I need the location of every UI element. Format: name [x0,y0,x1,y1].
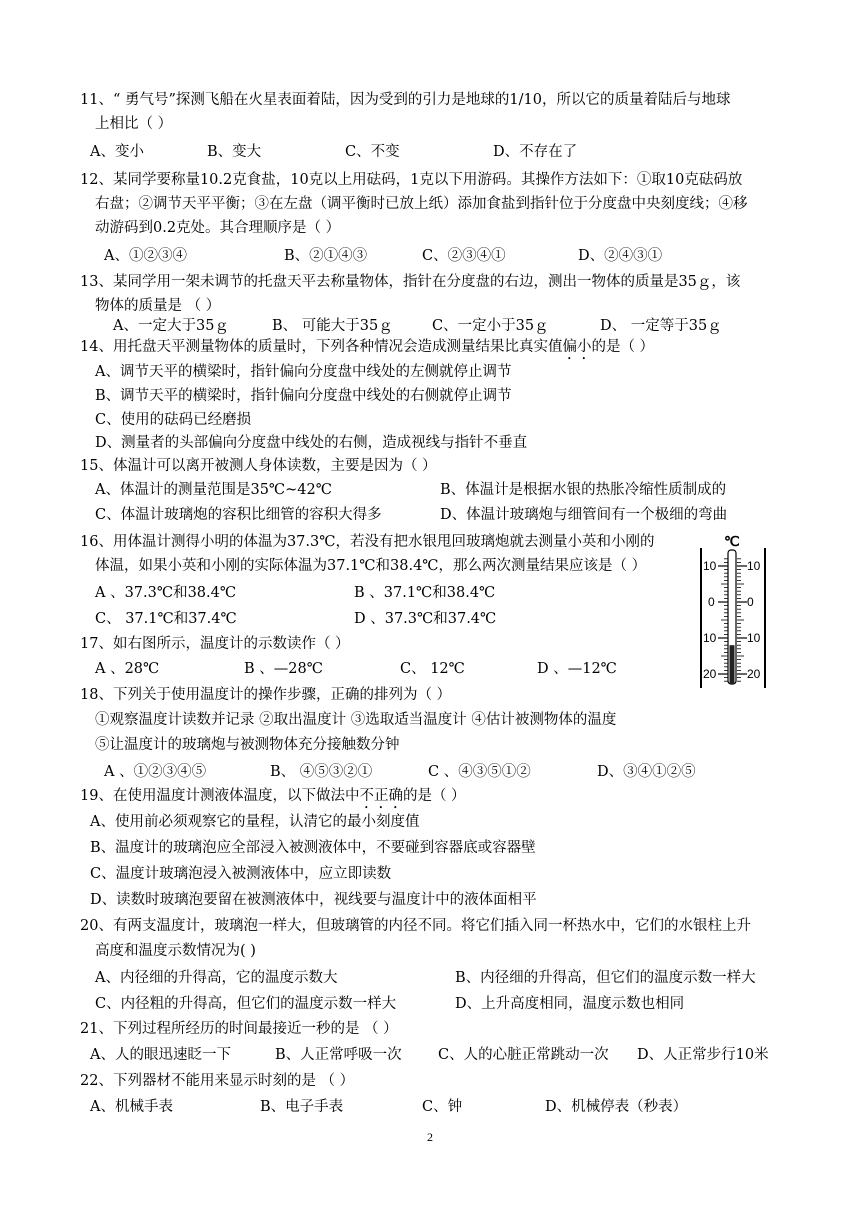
q20-option-a: A、内径细的升得高，它的温度示数大 [95,970,338,986]
q17-option-d: D 、—12℃ [537,661,617,677]
q16-line2: 体温，如果小英和小刚的实际体温为37.1℃和38.4℃，那么两次测量结果应该是（ ） [95,558,647,574]
q12-option-b: B、②①④③ [284,248,368,264]
q16-option-c: C、 37.1℃和37.4℃ [95,611,237,627]
page-number: 2 [427,1130,433,1144]
q11-option-b: B、变大 [207,144,262,160]
q19-stem-pre: 19、在使用温度计测液体温度，以下做法中 [80,788,360,804]
thermometer-left-label: 20 [703,667,717,681]
q20-option-b: B、内径细的升得高，但它们的温度示数一样大 [455,970,756,986]
q20-option-d: D、上升高度相同，温度示数也相同 [455,996,685,1012]
q13-option-d: D、 一定等于35ｇ [600,318,722,334]
thermometer-right-label: 10 [747,559,761,573]
q14-option-b: B、调节天平的横梁时，指针偏向分度盘中线处的右侧就停止调节 [95,388,512,404]
q12-line3: 动游码到0.2克处。其合理顺序是（ ） [95,220,341,236]
q18-steps-line1: ①观察温度计读数并记录 ②取出温度计 ③选取适当温度计 ④估计被测物体的温度 [95,712,617,728]
q22-option-b: B、电子手表 [260,1099,344,1115]
q13-line1: 13、某同学用一架未调节的托盘天平去称量物体，指针在分度盘的右边，测出一物体的质量是35ｇ，该 [80,274,741,290]
thermometer-unit: ℃ [724,533,740,549]
q22-option-a: A、机械手表 [90,1099,173,1115]
q13-option-c: C、一定小于35ｇ [432,318,549,334]
q14-option-a: A、调节天平的横梁时，指针偏向分度盘中线处的左侧就停止调节 [95,364,512,380]
q14-option-d: D、测量者的头部偏向分度盘中线处的右侧，造成视线与指针不垂直 [95,435,528,451]
q15-option-a: A、体温计的测量范围是35℃~42℃ [95,482,332,498]
q12-option-d: D、②④③① [578,248,663,264]
q19-emphasis: 不正确 [359,788,403,804]
q17-line1: 17、如右图所示，温度计的示数读作（ ） [80,636,350,652]
q20-option-c: C、内径粗的升得高，但它们的温度示数一样大 [95,996,397,1012]
q18-steps-line2: ⑤让温度计的玻璃炮与被测物体充分接触数分钟 [95,737,400,753]
q15-option-d: D、体温计玻璃炮与细管间有一个极细的弯曲 [440,507,728,523]
q17-option-a: A 、28℃ [95,661,160,677]
q18-line1: 18、下列关于使用温度计的操作步骤，正确的排列为（ ） [80,687,452,703]
thermometer-right-label: 20 [747,667,761,681]
q12-option-c: C、②③④① [422,248,506,264]
q11-line1: 11、“ 勇气号”探测飞船在火星表面着陆，因为受到的引力是地球的1/10，所以它的质量着陆后与地球 [80,92,731,108]
q13-option-a: A、一定大于35ｇ [113,318,229,334]
q19-stem-post: 的是（ ） [402,788,466,804]
q21-option-d: D、人正常步行10米 [637,1047,769,1063]
q16-line1: 16、用体温计测得小明的体温为37.3℃，若没有把水银甩回玻璃炮就去测量小英和小刚的 [80,534,655,550]
thermometer-left-label: 0 [708,595,715,609]
thermometer-figure [697,530,769,690]
q18-option-c: C 、④③⑤①② [428,764,531,780]
q13-line2: 物体的质量是 （ ） [95,298,221,314]
q11-option-a: A、变小 [90,144,144,160]
q20-line2: 高度和温度示数情况为( ) [95,943,256,959]
q21-option-c: C、人的心脏正常跳动一次 [438,1047,609,1063]
q14-line1 [80,337,654,363]
q13-option-b: B、 可能大于35ｇ [272,318,393,334]
q22-line1: 22、下列器材不能用来显示时刻的是 （ ） [80,1073,355,1089]
q21-option-b: B、人正常呼吸一次 [275,1047,402,1063]
q19-line1 [80,786,466,812]
q15-option-c: C、体温计玻璃炮的容积比细管的容积大得多 [95,507,382,523]
q17-option-c: C、 12℃ [400,661,465,677]
q14-stem-post: 的是（ ） [591,339,655,355]
thermometer-right-label: 0 [747,595,754,609]
q18-option-b: B、 ④⑤③②① [270,764,373,780]
q14-option-c: C、使用的砝码已经磨损 [95,412,252,428]
thermometer-right-label: 10 [747,631,761,645]
q11-line2: 上相比（ ） [95,116,173,132]
q11-option-c: C、不变 [345,144,400,160]
q22-option-c: C、钟 [422,1099,463,1115]
q18-option-a: A 、①②③④⑤ [104,764,207,780]
thermometer-left-label: 10 [703,559,717,573]
q14-stem-pre: 14、用托盘天平测量物体的质量时，下列各种情况会造成测量结果比真实值 [80,339,563,355]
q16-option-b: B 、37.1℃和38.4℃ [354,585,496,601]
q16-option-d: D 、37.3℃和37.4℃ [354,611,497,627]
thermometer-left-label: 10 [703,631,717,645]
q12-line2: 右盘；②调节天平平衡；③在左盘（调平衡时已放上纸）添加食盐到指针位于分度盘中央刻度线；④移 [95,196,748,212]
q20-line1: 20、有两支温度计，玻璃泡一样大，但玻璃管的内径不同。将它们插入同一杯热水中，它们的水银柱上升 [80,918,751,934]
q22-option-d: D、机械停表（秒表） [545,1099,688,1115]
q19-option-b: B、温度计的玻璃泡应全部浸入被测液体中，不要碰到容器底或容器壁 [90,840,536,856]
q21-line1: 21、下列过程所经历的时间最接近一秒的是 （ ） [80,1021,398,1037]
q18-option-d: D、③④①②⑤ [597,764,696,780]
q15-line1: 15、体温计可以离开被测人身体读数，主要是因为（ ） [80,458,437,474]
q19-option-a: A、使用前必须观察它的量程，认清它的最小刻度值 [90,814,420,830]
q16-option-a: A 、37.3℃和38.4℃ [95,585,237,601]
q19-option-d: D、读数时玻璃泡要留在被测液体中，视线要与温度计中的液体面相平 [90,892,537,908]
q14-emphasis: 偏小 [562,339,592,355]
q19-option-c: C、温度计玻璃泡浸入被测液体中，应立即读数 [90,866,392,882]
q12-option-a: A、①②③④ [104,248,187,264]
q17-option-b: B 、—28℃ [244,661,323,677]
q12-line1: 12、某同学要称量10.2克食盐，10克以上用砝码，1克以下用游码。其操作方法如下：①取10克砝码放 [80,172,743,188]
thermometer-mercury-column [730,645,735,684]
q15-option-b: B、体温计是根据水银的热胀冷缩性质制成的 [440,482,727,498]
q11-option-d: D、不存在了 [493,144,578,160]
q21-option-a: A、人的眼迅速眨一下 [90,1047,231,1063]
